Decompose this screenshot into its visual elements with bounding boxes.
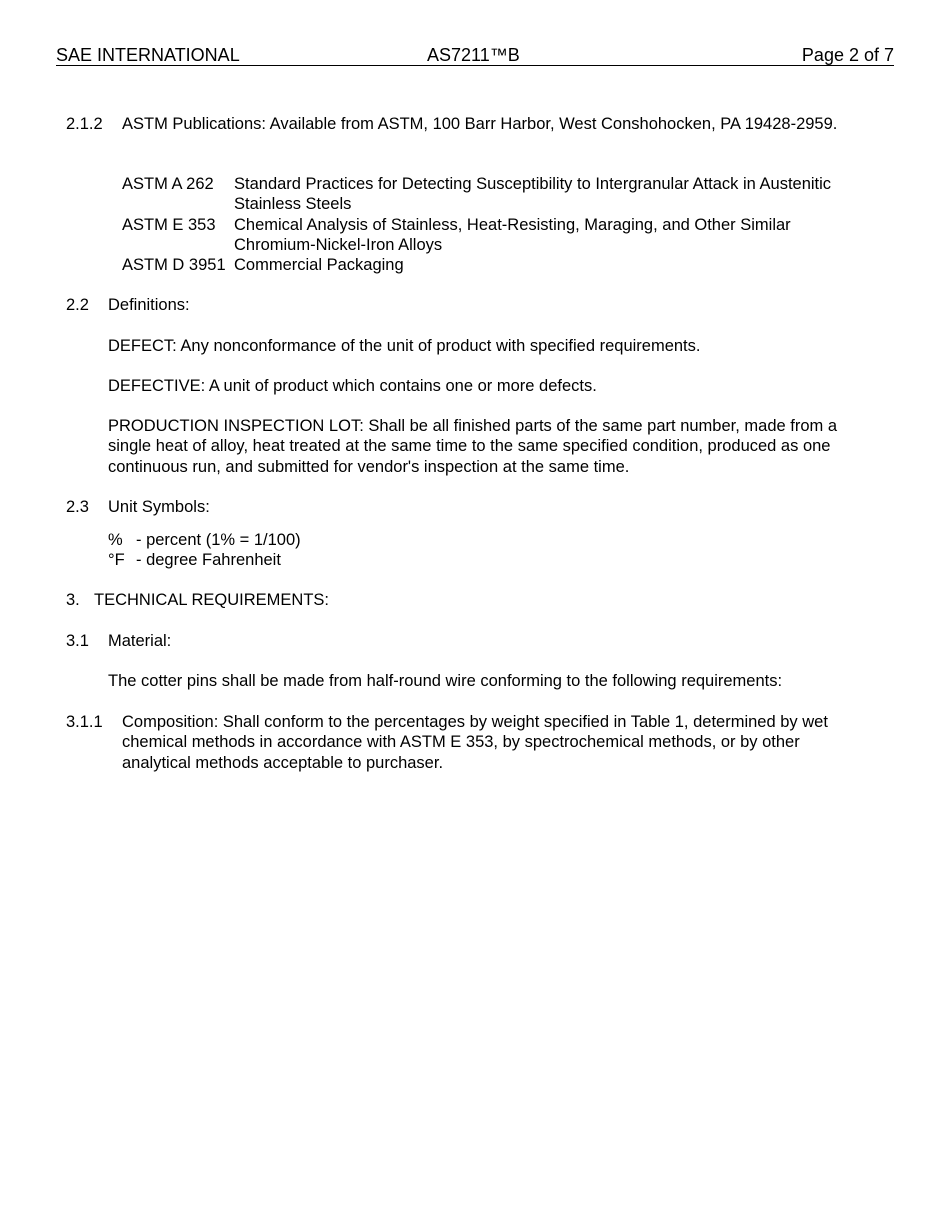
header-doc-number: AS7211™B <box>427 45 520 65</box>
unit-description: - degree Fahrenheit <box>136 551 281 569</box>
reference-code: ASTM A 262 <box>122 175 214 193</box>
reference-description: Standard Practices for Detecting Susceptibility to Intergranular Attack in Austenitic Stainless Steels <box>234 175 832 214</box>
section-title: Definitions: <box>108 296 190 314</box>
section-text: Composition: Shall conform to the percentages by weight specified in Table 1, determined by wet chemical methods in accordance with ASTM E 353, by spectrochemical methods, or by other analytical methods acceptable to purchaser. <box>122 713 828 772</box>
reference-description: Commercial Packaging <box>234 256 404 274</box>
reference-row <box>122 255 862 275</box>
unit-symbol: % <box>108 531 123 549</box>
reference-row <box>122 215 862 256</box>
reference-row <box>122 174 862 215</box>
section-title: Unit Symbols: <box>108 498 210 516</box>
definition-defect: DEFECT: Any nonconformance of the unit of product with specified requirements. <box>108 337 701 355</box>
section-number: 3.1 <box>66 632 89 650</box>
section-title: Material: <box>108 632 172 650</box>
definition-production-lot: PRODUCTION INSPECTION LOT: Shall be all finished parts of the same part number, made from a single heat of alloy, heat treated at the same time to the same specified condition, produced as one continuous run, and submitted for vendor's inspection at the same time. <box>108 417 838 476</box>
definition-defective: DEFECTIVE: A unit of product which contains one or more defects. <box>108 377 597 395</box>
reference-code: ASTM D 3951 <box>122 256 226 274</box>
unit-description: - percent (1% = 1/100) <box>136 531 301 549</box>
section-title: TECHNICAL REQUIREMENTS: <box>94 591 329 609</box>
reference-code: ASTM E 353 <box>122 216 216 234</box>
section-number: 2.3 <box>66 498 89 516</box>
section-number: 2.2 <box>66 296 89 314</box>
section-number: 2.1.2 <box>66 115 103 133</box>
header-org: SAE INTERNATIONAL <box>56 45 240 65</box>
reference-description: Chemical Analysis of Stainless, Heat-Resisting, Maraging, and Other Similar Chromium-Nickel-Iron Alloys <box>234 216 791 255</box>
section-text: The cotter pins shall be made from half-round wire conforming to the following requirements: <box>108 672 783 690</box>
section-number: 3.1.1 <box>66 713 103 731</box>
unit-symbol: °F <box>108 551 125 569</box>
section-text: ASTM Publications: Available from ASTM, 100 Barr Harbor, West Conshohocken, PA 19428-2959. <box>122 115 838 133</box>
header-page-number: Page 2 of 7 <box>801 45 894 65</box>
section-number: 3. <box>66 591 80 609</box>
page-header <box>56 43 894 66</box>
